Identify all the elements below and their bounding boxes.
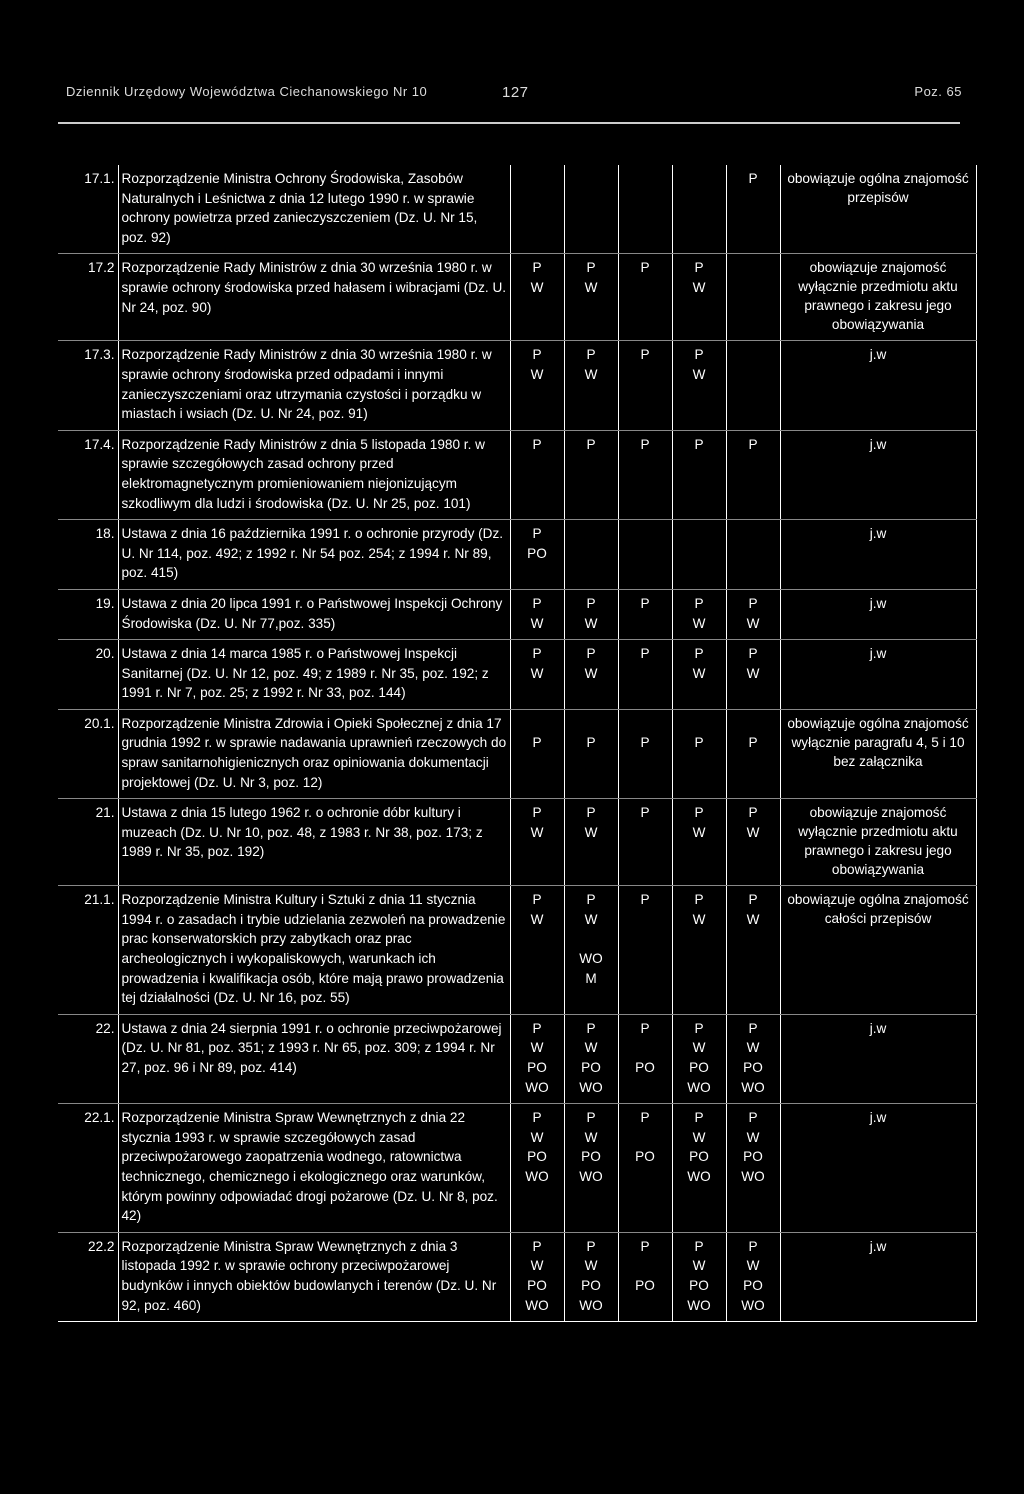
requirement-cell [618, 341, 672, 430]
regulation-description: Rozporządzenie Rady Ministrów z dnia 5 listopada 1980 r. w sprawie szczegółowych zasad ochrony przed elektromagnetycznym promieniowaniem niejonizującym szkodliwym dla ludzi i środowiska (Dz. U. Nr 25, poz. 101) [118, 430, 510, 519]
requirement-code: W [530, 824, 544, 840]
requirement-code: PO [635, 1149, 655, 1165]
page-number: 127 [502, 84, 529, 101]
requirement-code: P [694, 1020, 704, 1036]
row-number: 21. [58, 799, 118, 886]
requirement-code: P [694, 595, 704, 611]
requirement-cell [726, 254, 780, 341]
requirement-cell [726, 1104, 780, 1233]
requirement-code: PO [743, 1060, 763, 1075]
requirement-cell [618, 589, 672, 639]
regulation-description: Rozporządzenie Rady Ministrów z dnia 30 września 1980 r. w sprawie ochrony środowiska przed hałasem i wibracjami (Dz. U. Nr 24, poz. 90) [118, 254, 510, 341]
regulation-description: Ustawa z dnia 16 października 1991 r. o ochronie przyrody (Dz. U. Nr 114, poz. 492; z 1992 r. Nr 54 poz. 254; z 1994 r. Nr 89, poz. 415) [118, 520, 510, 590]
requirement-code: P [586, 735, 596, 751]
requirement-code: P [586, 1020, 596, 1036]
regulation-description: Rozporządzenie Rady Ministrów z dnia 30 września 1980 r. w sprawie ochrony środowiska przed odpadami i innymi zanieczyszczeniami oraz utrzymania czystości i porządku w miastach i wsiach (Dz. U. Nr 24, poz. 91) [118, 341, 510, 430]
requirement-cell [726, 1232, 780, 1321]
requirement-code [622, 1038, 669, 1058]
requirement-cell [672, 1104, 726, 1233]
requirement-cell [510, 589, 564, 639]
requirement-code: P [532, 1110, 542, 1126]
requirement-code: P [586, 805, 596, 821]
requirement-cell [564, 709, 618, 798]
requirement-code: P [748, 735, 758, 751]
requirement-cell [618, 799, 672, 886]
requirement-code: W [746, 911, 760, 927]
requirement-code: PO [743, 1149, 763, 1165]
requirement-code: W [530, 279, 544, 295]
requirement-code: P [694, 805, 704, 821]
row-number: 22.2 [58, 1232, 118, 1321]
requirement-cell [726, 886, 780, 1015]
requirement-code: P [694, 735, 704, 751]
requirement-cell [672, 341, 726, 430]
table-row [58, 520, 976, 590]
table-row [58, 341, 976, 430]
row-number: 21.1. [58, 886, 118, 1015]
requirement-cell [510, 1014, 564, 1103]
requirement-code [622, 714, 669, 734]
requirement-code: PO [581, 1149, 601, 1165]
requirement-cell [726, 589, 780, 639]
row-number: 17.2 [58, 254, 118, 341]
requirement-code: W [692, 366, 706, 382]
requirement-cell [618, 640, 672, 710]
requirement-code: P [640, 646, 650, 662]
table-row [58, 886, 976, 1015]
requirement-code: PO [527, 1060, 547, 1075]
requirement-code: W [530, 1258, 544, 1274]
requirement-code: W [584, 824, 598, 840]
table-row [58, 165, 976, 254]
remark: j.w [780, 430, 976, 519]
requirement-code: P [640, 735, 650, 751]
requirement-cell [510, 254, 564, 341]
requirement-cell [564, 341, 618, 430]
regulation-description: Ustawa z dnia 14 marca 1985 r. o Państwowej Inspekcji Sanitarnej (Dz. U. Nr 12, poz. 49; z 1989 r. Nr 35, poz. 192; z 1991 r. Nr 7, poz. 25; z 1992 r. Nr 33, poz. 144) [118, 640, 510, 710]
requirement-cell [564, 799, 618, 886]
requirement-code: P [748, 436, 758, 452]
requirement-code: P [532, 892, 542, 908]
requirement-code [568, 714, 615, 734]
row-number: 18. [58, 520, 118, 590]
requirement-code: W [746, 1040, 760, 1056]
requirement-cell [564, 589, 618, 639]
requirement-cell [726, 341, 780, 430]
requirement-code [622, 1256, 669, 1276]
requirement-cell [672, 520, 726, 590]
requirement-cell [726, 1014, 780, 1103]
requirement-code: P [640, 347, 650, 363]
requirement-code: P [694, 1238, 704, 1254]
requirement-cell [672, 799, 726, 886]
requirement-code: PO [581, 1277, 601, 1293]
requirement-code [730, 714, 777, 734]
requirement-code: P [640, 260, 650, 276]
requirement-code: W [530, 1040, 544, 1056]
requirement-cell [672, 886, 726, 1015]
requirement-cell [672, 430, 726, 519]
requirement-code: P [532, 526, 542, 542]
requirement-code [676, 714, 723, 734]
requirement-cell [726, 520, 780, 590]
remark: j.w [780, 1104, 976, 1233]
requirement-code: P [532, 735, 542, 751]
requirement-code: P [748, 171, 758, 186]
requirement-code: P [748, 595, 758, 611]
row-number: 22.1. [58, 1104, 118, 1233]
regulation-description: Ustawa z dnia 24 sierpnia 1991 r. o ochronie przeciwpożarowej (Dz. U. Nr 81, poz. 351; z 1993 r. Nr 65, poz. 309; z 1994 r. Nr 27, poz. 96 i Nr 89, poz. 414) [118, 1014, 510, 1103]
requirement-code: P [586, 1110, 596, 1126]
requirement-cell [618, 254, 672, 341]
requirement-code: PO [581, 1060, 601, 1075]
requirement-code: P [586, 347, 596, 363]
requirement-code: W [584, 911, 598, 927]
requirement-code [514, 714, 561, 734]
requirement-code: PO [635, 1060, 655, 1075]
requirement-code: WO [741, 1079, 765, 1095]
requirement-code: PO [743, 1277, 763, 1293]
requirement-code: P [748, 1020, 758, 1036]
requirement-code: P [694, 646, 704, 662]
requirement-code: WO [525, 1168, 549, 1184]
requirement-code: P [532, 1020, 542, 1036]
requirement-cell [618, 886, 672, 1015]
requirement-code: W [746, 1258, 760, 1274]
requirement-code: W [746, 1129, 760, 1145]
row-number: 17.1. [58, 165, 118, 254]
requirement-code: PO [527, 545, 547, 561]
remark: obowiązuje znajomość wyłącznie przedmiotu aktu prawnego i zakresu jego obowiązywania [780, 254, 976, 341]
requirement-code: W [692, 1258, 706, 1274]
requirement-code: WO [525, 1297, 549, 1313]
row-number: 22. [58, 1014, 118, 1103]
requirement-code: P [532, 646, 542, 662]
table-row [58, 430, 976, 519]
requirement-cell [564, 430, 618, 519]
requirement-cell [564, 1232, 618, 1321]
requirement-code: M [585, 970, 597, 986]
requirement-cell [510, 430, 564, 519]
remark: j.w [780, 640, 976, 710]
requirement-cell [726, 799, 780, 886]
requirement-cell [672, 709, 726, 798]
requirement-code: P [586, 260, 596, 276]
requirement-code: WO [741, 1168, 765, 1184]
requirement-code: W [692, 279, 706, 295]
requirement-cell [564, 1014, 618, 1103]
remark: j.w [780, 341, 976, 430]
row-number: 20. [58, 640, 118, 710]
table-row [58, 1014, 976, 1103]
requirement-code: P [748, 1238, 758, 1254]
requirement-cell [726, 430, 780, 519]
table-row [58, 640, 976, 710]
requirement-code: W [530, 665, 544, 681]
requirement-code: W [692, 911, 706, 927]
table-row [58, 709, 976, 798]
requirement-code: W [584, 366, 598, 382]
requirement-cell [510, 165, 564, 254]
requirement-code: P [748, 805, 758, 821]
requirement-code: WO [741, 1297, 765, 1313]
remark: obowiązuje ogólna znajomość przepisów [780, 165, 976, 254]
requirement-cell [618, 1014, 672, 1103]
row-number: 17.4. [58, 430, 118, 519]
table-row [58, 254, 976, 341]
requirement-cell [672, 1014, 726, 1103]
row-number: 19. [58, 589, 118, 639]
requirement-code: P [532, 436, 542, 452]
requirement-code: PO [689, 1149, 709, 1165]
requirement-cell [618, 165, 672, 254]
requirement-code: P [586, 595, 596, 611]
requirement-code: W [692, 1040, 706, 1056]
journal-title: Dziennik Urzędowy Województwa Ciechanowskiego Nr 10 [66, 84, 428, 99]
remark: j.w [780, 589, 976, 639]
requirement-code: PO [635, 1277, 655, 1293]
requirement-cell [726, 709, 780, 798]
requirement-code: P [586, 646, 596, 662]
requirement-code: W [692, 1129, 706, 1145]
requirement-code: P [532, 260, 542, 276]
table-row [58, 1104, 976, 1233]
requirement-cell [510, 1104, 564, 1233]
requirement-cell [564, 254, 618, 341]
remark: obowiązuje ogólna znajomość wyłącznie paragrafu 4, 5 i 10 bez załącznika [780, 709, 976, 798]
remark: obowiązuje ogólna znajomość całości przepisów [780, 886, 976, 1015]
table-row [58, 1232, 976, 1321]
requirement-code: WO [525, 1079, 549, 1095]
requirement-code: W [692, 824, 706, 840]
requirement-code: W [746, 824, 760, 840]
requirement-code: WO [687, 1297, 711, 1313]
table-row [58, 799, 976, 886]
requirement-code: WO [579, 1297, 603, 1313]
requirement-cell [510, 709, 564, 798]
requirement-code: P [640, 805, 650, 821]
requirement-cell [618, 1104, 672, 1233]
requirement-code: W [584, 1258, 598, 1274]
remark: j.w [780, 520, 976, 590]
requirement-code: P [748, 892, 758, 908]
requirement-code: W [692, 665, 706, 681]
requirement-cell [564, 165, 618, 254]
requirement-code: P [586, 1238, 596, 1254]
requirement-code: PO [527, 1277, 547, 1293]
requirement-cell [510, 341, 564, 430]
regulation-description: Rozporządzenie Ministra Kultury i Sztuki z dnia 11 stycznia 1994 r. o zasadach i trybie udzielania zezwoleń na prowadzenie prac konserwatorskich przy zabytkach oraz prac archeologicznych i wykopaliskowych, warunkach ich prowadzenia i kwalifikacja osób, które mają prawo prowadzenia tej działalności (Dz. U. Nr 16, poz. 55) [118, 886, 510, 1015]
regulation-description: Rozporządzenie Ministra Ochrony Środowiska, Zasobów Naturalnych i Leśnictwa z dnia 12 lutego 1990 r. w sprawie ochrony powietrza przed zanieczyszczeniem (Dz. U. Nr 15, poz. 92) [118, 165, 510, 254]
requirement-code: WO [687, 1168, 711, 1184]
requirement-code: P [586, 436, 596, 452]
requirement-code: P [748, 646, 758, 662]
requirement-code: P [694, 1110, 704, 1126]
requirement-code: W [530, 911, 544, 927]
requirement-cell [510, 520, 564, 590]
requirement-code: WO [579, 1079, 603, 1095]
requirement-code: P [640, 1020, 650, 1036]
requirement-code: P [640, 1110, 650, 1126]
requirement-cell [618, 709, 672, 798]
requirement-cell [672, 640, 726, 710]
requirement-code: P [640, 436, 650, 452]
requirement-cell [564, 640, 618, 710]
regulations-table [58, 165, 977, 1322]
requirement-code: P [586, 892, 596, 908]
requirement-code: W [530, 366, 544, 382]
requirement-cell [564, 886, 618, 1015]
requirement-cell [510, 799, 564, 886]
row-number: 20.1. [58, 709, 118, 798]
requirement-cell [564, 520, 618, 590]
requirement-code: PO [689, 1277, 709, 1293]
requirement-code: W [584, 615, 598, 631]
requirement-code: P [640, 595, 650, 611]
requirement-code: P [640, 1238, 650, 1254]
regulation-description: Ustawa z dnia 20 lipca 1991 r. o Państwowej Inspekcji Ochrony Środowiska (Dz. U. Nr 77,poz. 335) [118, 589, 510, 639]
requirement-code: W [692, 615, 706, 631]
requirement-code: W [530, 1129, 544, 1145]
requirement-code: P [532, 595, 542, 611]
requirement-cell [618, 1232, 672, 1321]
requirement-code: PO [689, 1060, 709, 1075]
remark: j.w [780, 1014, 976, 1103]
requirement-cell [510, 886, 564, 1015]
requirement-cell [618, 520, 672, 590]
requirement-code: P [694, 892, 704, 908]
requirement-code [568, 929, 615, 949]
requirement-cell [726, 640, 780, 710]
requirement-cell [510, 640, 564, 710]
requirement-code: P [532, 805, 542, 821]
requirement-cell [510, 1232, 564, 1321]
requirement-code: W [584, 279, 598, 295]
requirement-code: WO [579, 1168, 603, 1184]
requirement-code: P [532, 1238, 542, 1254]
requirement-code: W [584, 1040, 598, 1056]
row-number: 17.3. [58, 341, 118, 430]
requirement-code: WO [579, 951, 603, 967]
requirement-cell [672, 254, 726, 341]
requirement-code: P [694, 347, 704, 363]
requirement-code: WO [687, 1079, 711, 1095]
requirement-code: P [640, 892, 650, 908]
requirement-code [622, 1128, 669, 1148]
requirement-code: W [584, 665, 598, 681]
regulation-description: Rozporządzenie Ministra Spraw Wewnętrznych z dnia 3 listopada 1992 r. w sprawie ochrony przeciwpożarowej budynków i innych obiektów budowlanych i terenów (Dz. U. Nr 92, poz. 460) [118, 1232, 510, 1321]
requirement-cell [618, 430, 672, 519]
regulation-description: Ustawa z dnia 15 lutego 1962 r. o ochronie dóbr kultury i muzeach (Dz. U. Nr 10, poz. 48, z 1983 r. Nr 38, poz. 173; z 1989 r. Nr 35, poz. 192) [118, 799, 510, 886]
requirement-cell [672, 165, 726, 254]
requirement-cell [672, 1232, 726, 1321]
remark: j.w [780, 1232, 976, 1321]
requirement-code: P [748, 1110, 758, 1126]
requirement-cell [726, 165, 780, 254]
requirement-code: W [530, 615, 544, 631]
requirement-cell [672, 589, 726, 639]
position-number: Poz. 65 [914, 84, 962, 99]
header-rule [58, 122, 960, 124]
requirement-code: W [746, 615, 760, 631]
regulation-description: Rozporządzenie Ministra Zdrowia i Opieki Społecznej z dnia 17 grudnia 1992 r. w sprawie nadawania uprawnień rzeczowych do spraw sanitarnohigienicznych oraz opiniowania dokumentacji projektowej (Dz. U. Nr 3, poz. 12) [118, 709, 510, 798]
requirement-cell [564, 1104, 618, 1233]
remark: obowiązuje znajomość wyłącznie przedmiotu aktu prawnego i zakresu jego obowiązywania [780, 799, 976, 886]
requirement-code: W [584, 1129, 598, 1145]
regulation-description: Rozporządzenie Ministra Spraw Wewnętrznych z dnia 22 stycznia 1993 r. w sprawie szczegółowych zasad przeciwpożarowego zaopatrzenia wodnego, ratownictwa technicznego, chemicznego i ekologicznego oraz warunków, którym powinny odpowiadać drogi pożarowe (Dz. U. Nr 8, poz. 42) [118, 1104, 510, 1233]
requirement-code: P [532, 347, 542, 363]
requirement-code: P [694, 260, 704, 276]
table-row [58, 589, 976, 639]
requirement-code: P [694, 436, 704, 452]
requirement-code: W [746, 665, 760, 681]
requirement-code: PO [527, 1149, 547, 1165]
